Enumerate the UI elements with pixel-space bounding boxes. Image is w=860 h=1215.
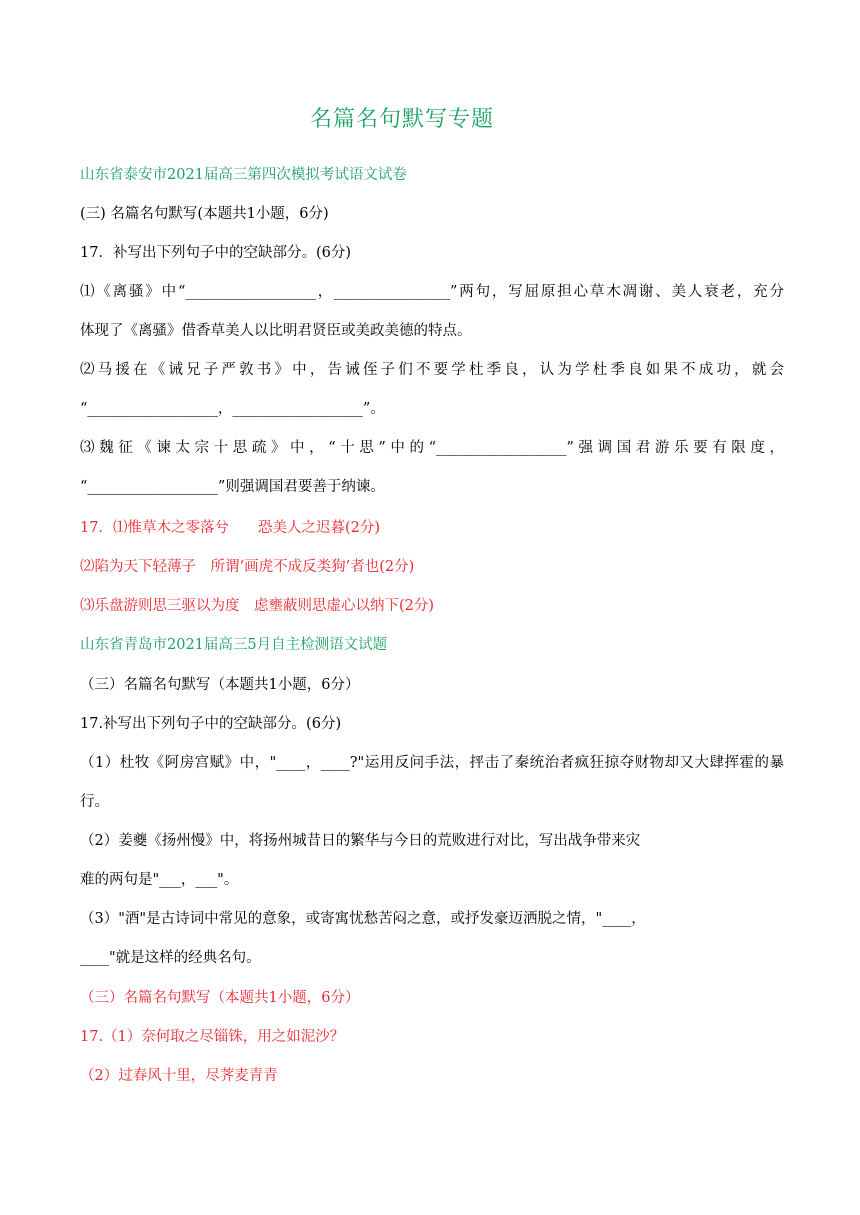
section2-item-3-line-2: ____"就是这样的经典名句。 <box>80 950 261 966</box>
section2-question: 17.补写出下列句子中的空缺部分。(6分) <box>80 716 342 732</box>
section1-answer-3: ⑶乐盘游则思三驱以为度 虑壅蔽则思虚心以纳下(2分) <box>80 598 435 614</box>
section2-item-2-line-2: 难的两句是"___，___"。 <box>80 872 239 888</box>
section2-heading: （三）名篇名句默写（本题共1小题，6分） <box>80 677 360 693</box>
document-title: 名篇名句默写专题 <box>309 107 494 132</box>
section1-item-2-line-2: “__________________，__________________”。 <box>80 401 385 417</box>
section2-item-1-line-1: （1）杜牧《阿房宫赋》中，"____，____?"运用反问手法，抨击了秦统治者疯狂掠夺财物却又大肆挥霍的暴 <box>80 755 784 771</box>
section2-item-3-line-1: （3）"酒"是古诗词中常见的意象，或寄寓忧愁苦闷之意，或抒发豪迈洒脱之情，"____， <box>80 911 646 927</box>
section1-item-1-line-1: ⑴《离骚》中“__________________，________________”两句，写屈原担心草木凋谢、美人衰老，充分 <box>80 284 784 300</box>
section1-question: 17．补写出下列句子中的空缺部分。(6分) <box>80 245 351 261</box>
section2-item-1-line-2: 行。 <box>80 794 109 810</box>
section1-item-1-line-2: 体现了《离骚》借香草美人以比明君贤臣或美政美德的特点。 <box>80 323 472 339</box>
section1-heading: (三) 名篇名句默写(本题共1小题，6分) <box>80 206 329 222</box>
section1-item-3-line-2: “__________________”则强调国君要善于纳谏。 <box>80 479 385 495</box>
section1-source: 山东省泰安市2021届高三第四次模拟考试语文试卷 <box>80 167 407 183</box>
section1-answer-1: 17．⑴惟草木之零落兮 恐美人之迟暮(2分) <box>80 520 380 536</box>
section2-answer-1: 17.（1）奈何取之尽锱铢，用之如泥沙？ <box>80 1029 345 1045</box>
section2-item-2-line-1: （2）姜夔《扬州慢》中，将扬州城昔日的繁华与今日的荒败进行对比，写出战争带来灾 <box>80 833 641 849</box>
section1-answer-2: ⑵陷为天下轻薄子 所谓‘画虎不成反类狗’者也(2分) <box>80 559 415 575</box>
section2-source: 山东省青岛市2021届高三5月自主检测语文试题 <box>80 637 388 653</box>
section2-answer-2: （2）过春风十里，尽荠麦青青 <box>80 1068 278 1084</box>
section2-answer-heading: （三）名篇名句默写（本题共1小题，6分） <box>80 990 360 1006</box>
section1-item-2-line-1: ⑵马援在《诫兄子严敦书》中，告诫侄子们不要学杜季良，认为学杜季良如果不成功，就会 <box>80 362 784 378</box>
section1-item-3-line-1: ⑶魏征《谏太宗十思疏》中，“十思”中的“__________________”强调国君游乐要有限度， <box>80 440 784 456</box>
